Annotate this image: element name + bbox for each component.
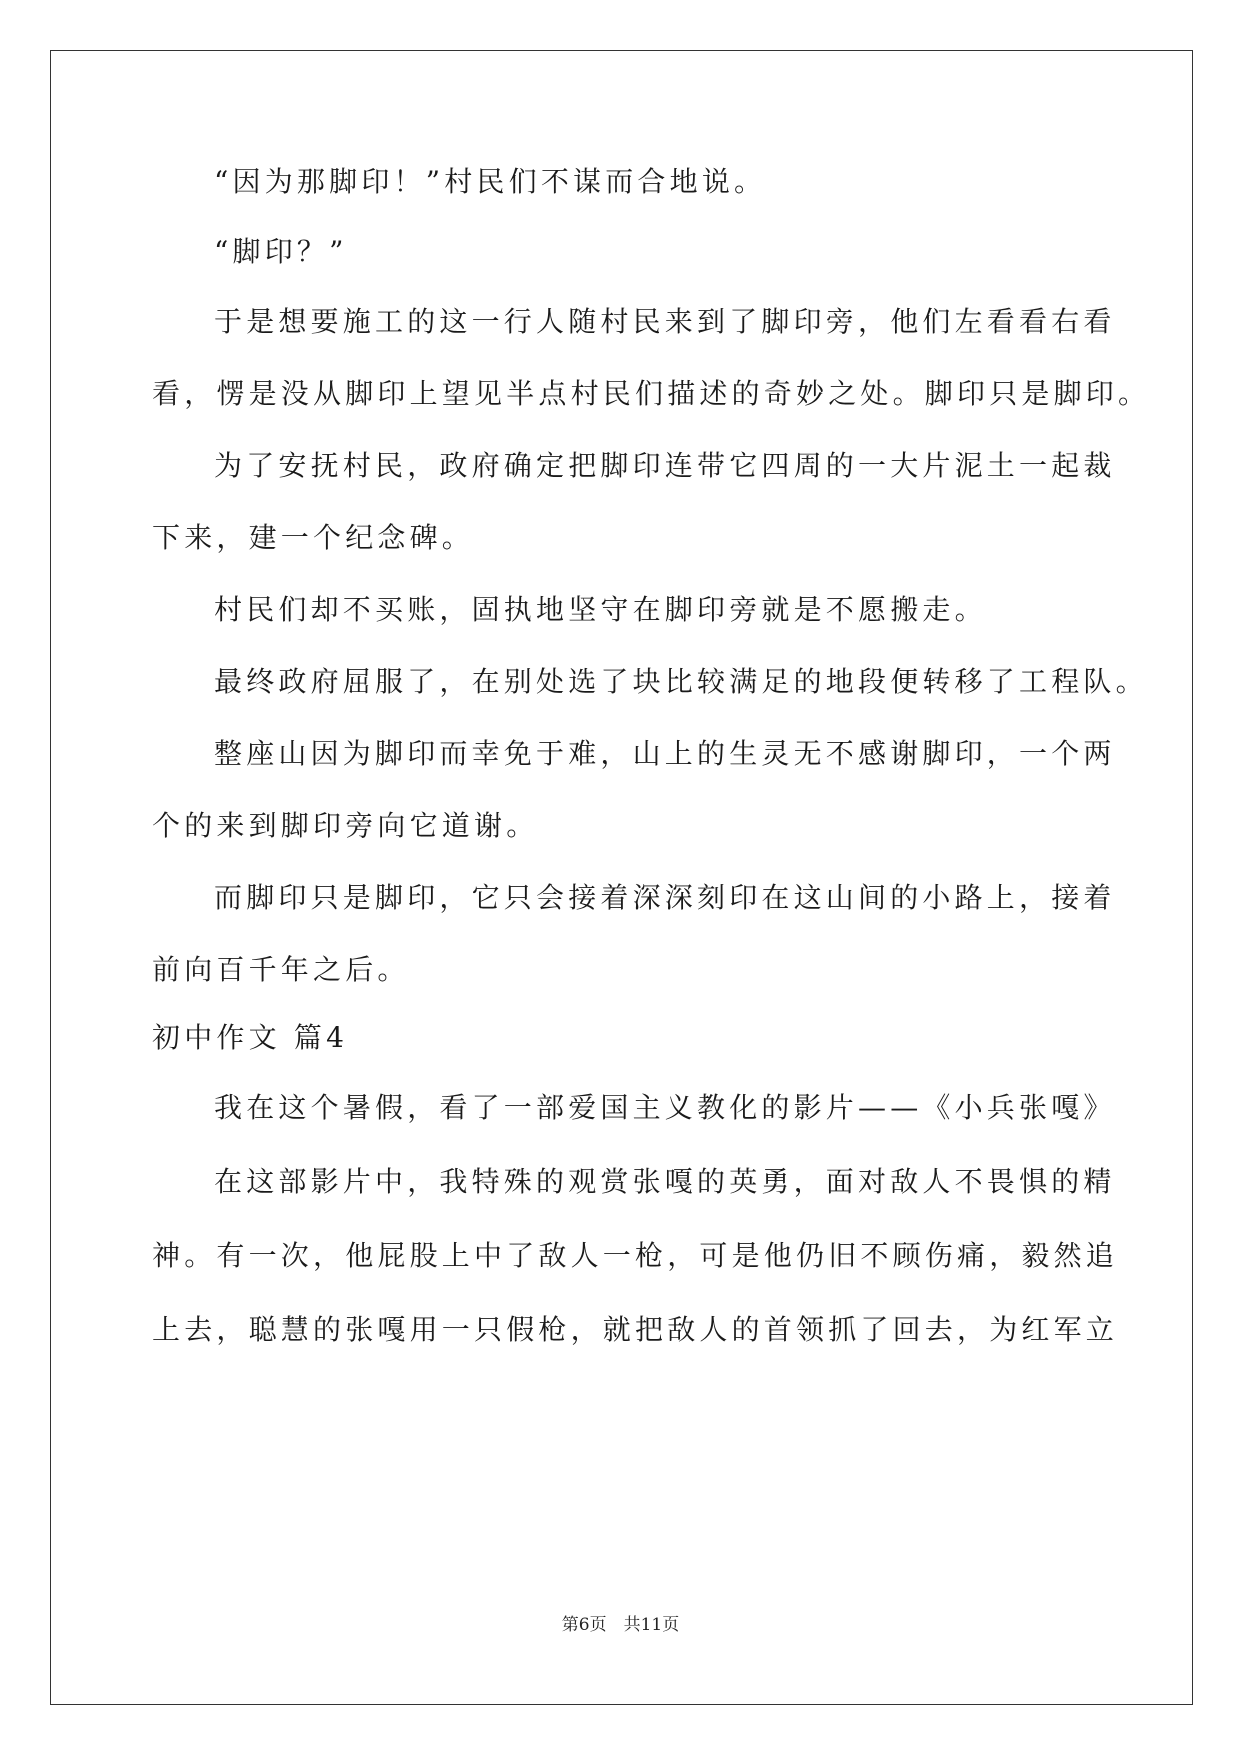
paragraph-line: 个的来到脚印旁向它道谢。 [152,809,539,842]
paragraph-line: 于是想要施工的这一行人随村民来到了脚印旁，他们左看看右看 [214,305,1116,338]
page-number: 第6页 共11页 [561,1615,680,1635]
paragraph-line: 在这部影片中，我特殊的观赏张嘎的英勇，面对敌人不畏惧的精 [214,1165,1116,1198]
paragraph-line: 下来，建一个纪念碑。 [152,521,475,554]
paragraph-line: “脚印？” [214,235,348,268]
paragraph-line: 为了安抚村民，政府确定把脚印连带它四周的一大片泥土一起裁 [214,449,1116,482]
section-heading: 初中作文 篇4 [152,1021,349,1054]
paragraph-line: 上去，聪慧的张嘎用一只假枪，就把敌人的首领抓了回去，为红军立 [152,1313,1119,1346]
paragraph-line: 神。有一次，他屁股上中了敌人一枪，可是他仍旧不顾伤痛，毅然追 [152,1239,1119,1272]
paragraph-line: 整座山因为脚印而幸免于难，山上的生灵无不感谢脚印，一个两 [214,737,1116,770]
paragraph-line: “因为那脚印！”村民们不谋而合地说。 [214,165,767,198]
paragraph-line: 前向百千年之后。 [152,953,410,986]
paragraph-line: 看，愣是没从脚印上望见半点村民们描述的奇妙之处。脚印只是脚印。 [152,377,1151,410]
paragraph-line: 我在这个暑假，看了一部爱国主义教化的影片——《小兵张嘎》 [214,1091,1116,1124]
paragraph-line: 而脚印只是脚印，它只会接着深深刻印在这山间的小路上，接着 [214,881,1116,914]
paragraph-line: 村民们却不买账，固执地坚守在脚印旁就是不愿搬走。 [214,593,987,626]
paragraph-line: 最终政府屈服了，在别处选了块比较满足的地段便转移了工程队。 [214,665,1148,698]
